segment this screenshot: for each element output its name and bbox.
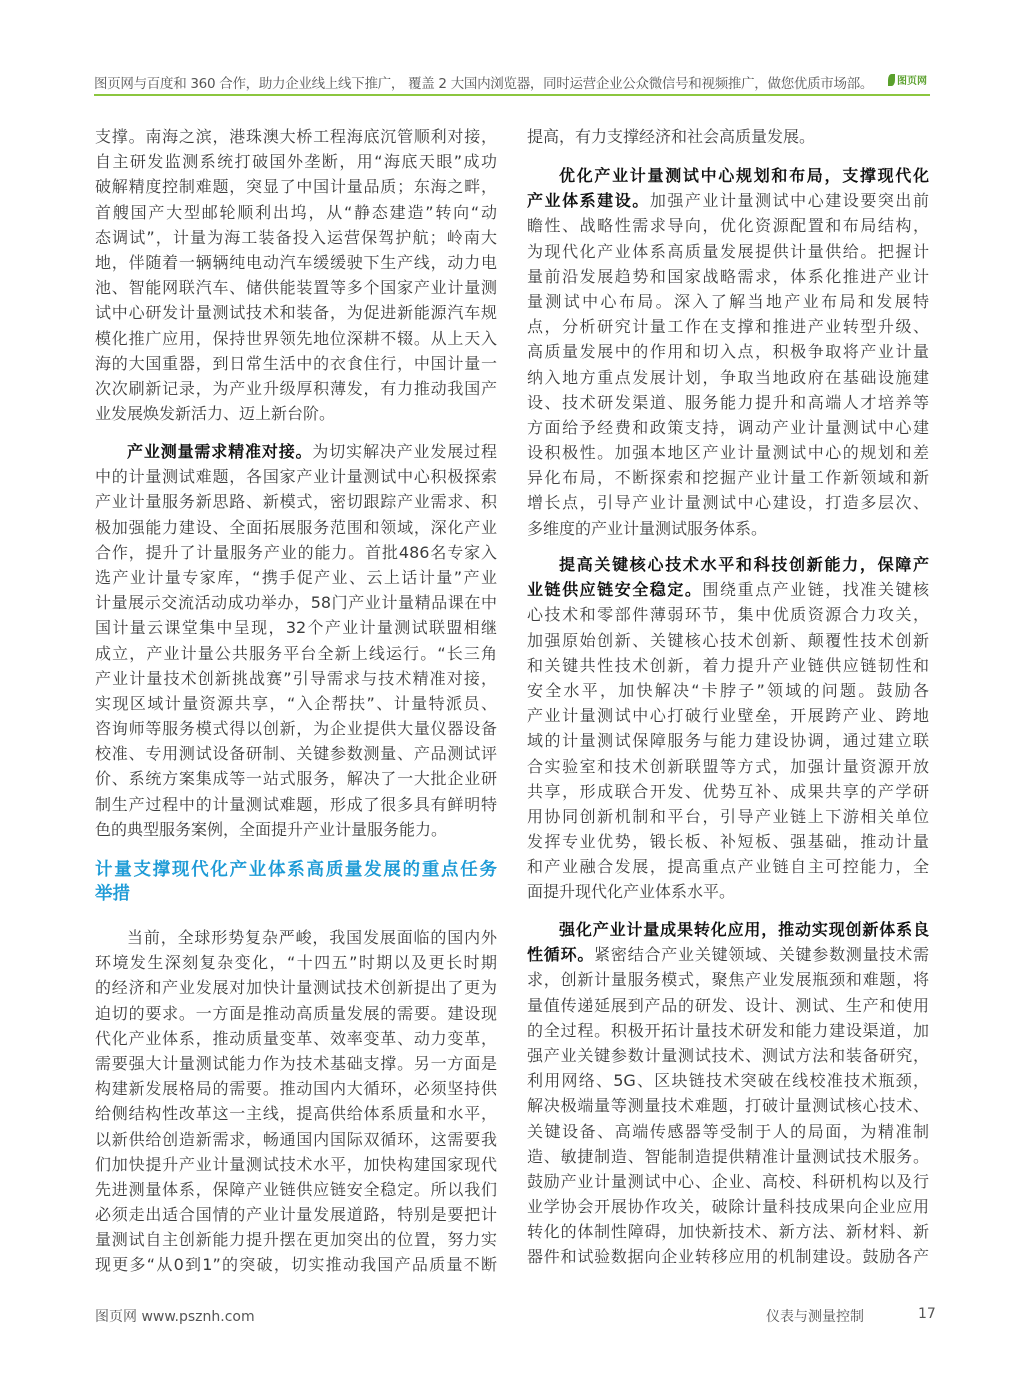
text-line: 加强原始创新、关键核心技术创新、颠覆性技术创新: [527, 630, 929, 650]
section-heading-line: 计量支撑现代化产业体系高质量发展的重点任务: [95, 860, 497, 880]
text-line: 增长点，引导产业计量测试中心建设，打造多层次、: [527, 493, 929, 513]
paragraph: [95, 124, 497, 426]
paragraph: [527, 552, 929, 905]
paragraph: [95, 439, 497, 842]
footer-site[interactable]: 图页网 www.psznh.com: [95, 1309, 255, 1325]
paragraph-lead: 产业体系建设。: [527, 191, 650, 211]
section-heading-line: 举措: [95, 884, 130, 904]
text-line: 鼓励产业计量测试中心、企业、高校、科研机构以及行: [527, 1171, 929, 1191]
paragraph: [95, 925, 497, 1278]
header-banner: 图页网与百度和 360 合作，助力企业线上线下推广， 覆盖 2 大国内浏览器，同时运营企业公众微信号和视频推广，做您优质市场部。: [94, 76, 874, 92]
paragraph-lead: 强化产业计量成果转化应用，推动实现创新体系良: [559, 920, 929, 939]
text-line: 用协同创新机制和平台，引导产业链上下游相关单位: [527, 806, 929, 826]
paragraph-lead: 性循环。: [527, 945, 595, 965]
text-line: 代化产业体系，推动质量变革、效率变革、动力变革，: [95, 1028, 497, 1048]
text-line: 量前沿发展趋势和国家战略需求，体系化推进产业计: [527, 266, 929, 286]
text-line: 多维度的产业计量测试服务体系。: [527, 518, 768, 538]
text-line: [527, 552, 929, 577]
text-line: 支撑。南海之滨，港珠澳大桥工程海底沉管顺利对接，: [95, 127, 497, 146]
text-line: 关键设备、高端传感器等受制于人的局面，为精准制: [527, 1121, 929, 1141]
page-number: 17: [918, 1306, 936, 1322]
text-line: 构建新发展格局的需要。推动国内大循环，必须坚持供: [95, 1079, 497, 1099]
text-line: 当前，全球形势复杂严峻，我国发展面临的国内外: [127, 928, 497, 947]
text-line: 需要强大计量测试能力作为技术基础支撑。另一方面是: [95, 1053, 497, 1073]
text-line: 造、敏捷制造、智能制造提供精准计量测试技术服务。: [527, 1146, 929, 1166]
text-line: 以新供给创造新需求，畅通国内国际双循环，这需要我: [95, 1129, 497, 1149]
text-line: 高质量发展中的作用和切入点，积极争取将产业计量: [527, 342, 929, 362]
text-line: 试中心研发计量测试技术和装备，为促进新能源汽车规: [95, 303, 497, 323]
text-line: 设积极性。加强本地区产业计量测试中心的规划和差: [527, 443, 929, 463]
text-line: 合作，提升了计量服务产业的能力。首批486名专家入: [95, 542, 497, 562]
text-line: [527, 917, 929, 942]
footer-journal: 仪表与测量控制: [766, 1309, 864, 1325]
text-line: 咨询师等服务模式得以创新，为企业提供大量仪器设备: [95, 719, 497, 739]
text-line: 自主研发监测系统打破国外垄断，用“海底天眼”成功: [95, 152, 497, 172]
paragraph: [527, 163, 929, 541]
text-line: 色的典型服务案例，全面提升产业计量服务能力。: [95, 819, 448, 839]
text-line: [527, 163, 929, 188]
text-line: 首艘国产大型邮轮顺利出坞，从“静态建造”转向“动: [95, 202, 497, 222]
text-line: 产业计量技术创新挑战赛”引导需求与技术精准对接，: [95, 668, 497, 688]
text-line: 点，分析研究计量工作在支撑和推进产业转型升级、: [527, 317, 929, 337]
text-line: 价、系统方案集成等一站式服务，解决了一大批企业研: [95, 769, 497, 789]
text-line: 制生产过程中的计量测试难题，形成了很多具有鲜明特: [95, 794, 497, 814]
text-line: 破解精度控制难题，突显了中国计量品质；东海之畔，: [95, 177, 497, 197]
logo-text: 图页网: [897, 76, 927, 87]
text-line: 提高，有力支撑经济和社会高质量发展。: [527, 127, 816, 146]
text-line: 成立，产业计量公共服务平台全新上线运行。“长三角: [95, 643, 497, 663]
section-heading: [95, 858, 497, 906]
paragraph: [527, 917, 929, 1270]
text-line: 校准、专用测试设备研制、关键参数测量、产品测试评: [95, 744, 497, 764]
site-logo[interactable]: [888, 72, 927, 87]
text-line: 面提升现代化产业体系水平。: [527, 882, 736, 902]
text-line: 池、智能网联汽车、储供能装置等多个国家产业计量测: [95, 278, 497, 298]
text-line: 共享，形成联合开发、优势互补、成果共享的产学研: [527, 781, 929, 801]
text-line: 利用网络、5G、区块链技术突破在线校准技术瓶颈，: [527, 1071, 929, 1091]
text-line: 发挥专业优势，锻长板、补短板、强基础，推动计量: [527, 832, 929, 852]
text-line: 转化的体制性障碍，加快新技术、新方法、新材料、新: [527, 1222, 929, 1242]
text-line: 和关键共性技术创新，着力提升产业链供应链韧性和: [527, 655, 929, 675]
text-line: 为现代化产业体系高质量发展提供计量供给。把握计: [527, 241, 929, 261]
text-line: 实现区域计量资源共享，“入企帮扶”、计量特派员、: [95, 693, 497, 713]
text-line: 态调试”，计量为海工装备投入运营保驾护航；岭南大: [95, 227, 497, 247]
text-line: 业发展焕发新活力、迈上新台阶。: [95, 404, 336, 424]
text-line: 国计量云课堂集中呈现，32个产业计量测试联盟相继: [95, 618, 497, 638]
text-line: 地，伴随着一辆辆纯电动汽车缓缓驶下生产线，动力电: [95, 252, 497, 272]
text-line: 心技术和零部件薄弱环节，集中优质资源合力攻关，: [527, 605, 929, 625]
text-line: 必须走出适合国情的产业计量发展道路，特别是要把计: [95, 1205, 497, 1225]
text-line: 业学协会开展协作攻关，破除计量科技成果向企业应用: [527, 1197, 929, 1217]
text-line: 量值传递延展到产品的研发、设计、测试、生产和使用: [527, 995, 929, 1015]
text-line: 量测试自主创新能力提升摆在更加突出的位置，努力实: [95, 1230, 497, 1250]
text-line: 选产业计量专家库，“携手促产业、云上话计量”产业: [95, 567, 497, 587]
text-line: 的全过程。积极开拓计量技术研发和能力建设渠道，加: [527, 1020, 929, 1040]
text-line: 先进测量体系，保障产业链供应链安全稳定。所以我们: [95, 1179, 497, 1199]
leaf-logo-icon: [888, 74, 895, 86]
text-line: 解决极端量等测量技术难题，打破计量测试核心技术、: [527, 1096, 929, 1116]
text-line: 合实验室和技术创新联盟等方式，加强计量资源开放: [527, 756, 929, 776]
text-line: 设、技术研发渠道、服务能力提升和高端人才培养等: [527, 392, 929, 412]
paragraph-lead: 业链供应链安全稳定。: [527, 580, 703, 600]
text-line: 异化布局，不断探索和挖掘产业计量工作新领域和新: [527, 468, 929, 488]
paragraph-lead: 提高关键核心技术水平和科技创新能力，保障产: [559, 555, 929, 574]
text-line: 器件和试验数据向企业转移应用的机制建设。鼓励各产: [527, 1247, 929, 1267]
text-line: 现更多“从0到1”的突破，切实推动我国产品质量不断: [95, 1255, 497, 1275]
text-line: 模化推广应用，保持世界领先地位深耕不辍。从上天入: [95, 328, 497, 348]
text-line: 计量展示交流活动成功举办，58门产业计量精品课在中: [95, 593, 497, 613]
text-line: 业链供应链安全稳定。围绕重点产业链，找准关键核: [527, 580, 929, 600]
text-line: 纳入地方重点发展计划，争取当地政府在基础设施建: [527, 367, 929, 387]
text-line: 产业体系建设。加强产业计量测试中心建设要突出前: [527, 191, 929, 211]
text-line: 中的计量测试难题，各国家产业计量测试中心积极探索: [95, 467, 497, 487]
text-line: 量测试中心布局。深入了解当地产业布局和发展特: [527, 291, 929, 311]
text-line: 域的计量测试保障服务与能力建设协调，通过建立联: [527, 731, 929, 751]
paragraph-lead: 产业测量需求精准对接。: [127, 442, 313, 461]
text-line: 次次刷新记录，为产业升级厚积薄发，有力推动我国产: [95, 378, 497, 398]
text-line: 性循环。紧密结合产业关键领域、关键参数测量技术需: [527, 945, 929, 965]
text-line: 们加快提升产业计量测试技术水平，加快构建国家现代: [95, 1154, 497, 1174]
text-line: 和产业融合发展，提高重点产业链自主可控能力，全: [527, 857, 929, 877]
text-line: 极加强能力建设、全面拓展服务范围和领域，深化产业: [95, 517, 497, 537]
text-line: 产业计量服务新思路、新模式，密切跟踪产业需求、积: [95, 492, 497, 512]
text-line: 产业测量需求精准对接。为切实解决产业发展过程: [127, 442, 497, 461]
text-line: 产业计量测试中心打破行业壁垒，开展跨产业、跨地: [527, 706, 929, 726]
text-line: 强产业关键参数计量测试技术、测试方法和装备研究，: [527, 1045, 929, 1065]
text-line: 瞻性、战略性需求导向，优化资源配置和布局结构，: [527, 216, 929, 236]
text-line: 迫切的要求。一方面是推动高质量发展的需要。建设现: [95, 1003, 497, 1023]
text-line: 给侧结构性改革这一主线，提高供给体系质量和水平，: [95, 1104, 497, 1124]
text-line: 安全水平，加快解决“卡脖子”领域的问题。鼓励各: [527, 680, 929, 700]
text-line: 海的大国重器，到日常生活中的衣食住行，中国计量一: [95, 353, 497, 373]
text-line: 的经济和产业发展对加快计量测试技术创新提出了更为: [95, 978, 497, 998]
text-line: 环境发生深刻复杂变化，“十四五”时期以及更长时期: [95, 953, 497, 973]
text-line: 求，创新计量服务模式，聚焦产业发展瓶颈和难题，将: [527, 970, 929, 990]
text-line: 方面给予经费和政策支持，调动产业计量测试中心建: [527, 417, 929, 437]
paragraph: [527, 124, 929, 149]
paragraph-lead: 优化产业计量测试中心规划和布局，支撑现代化: [559, 166, 929, 185]
header-divider: [94, 94, 930, 96]
